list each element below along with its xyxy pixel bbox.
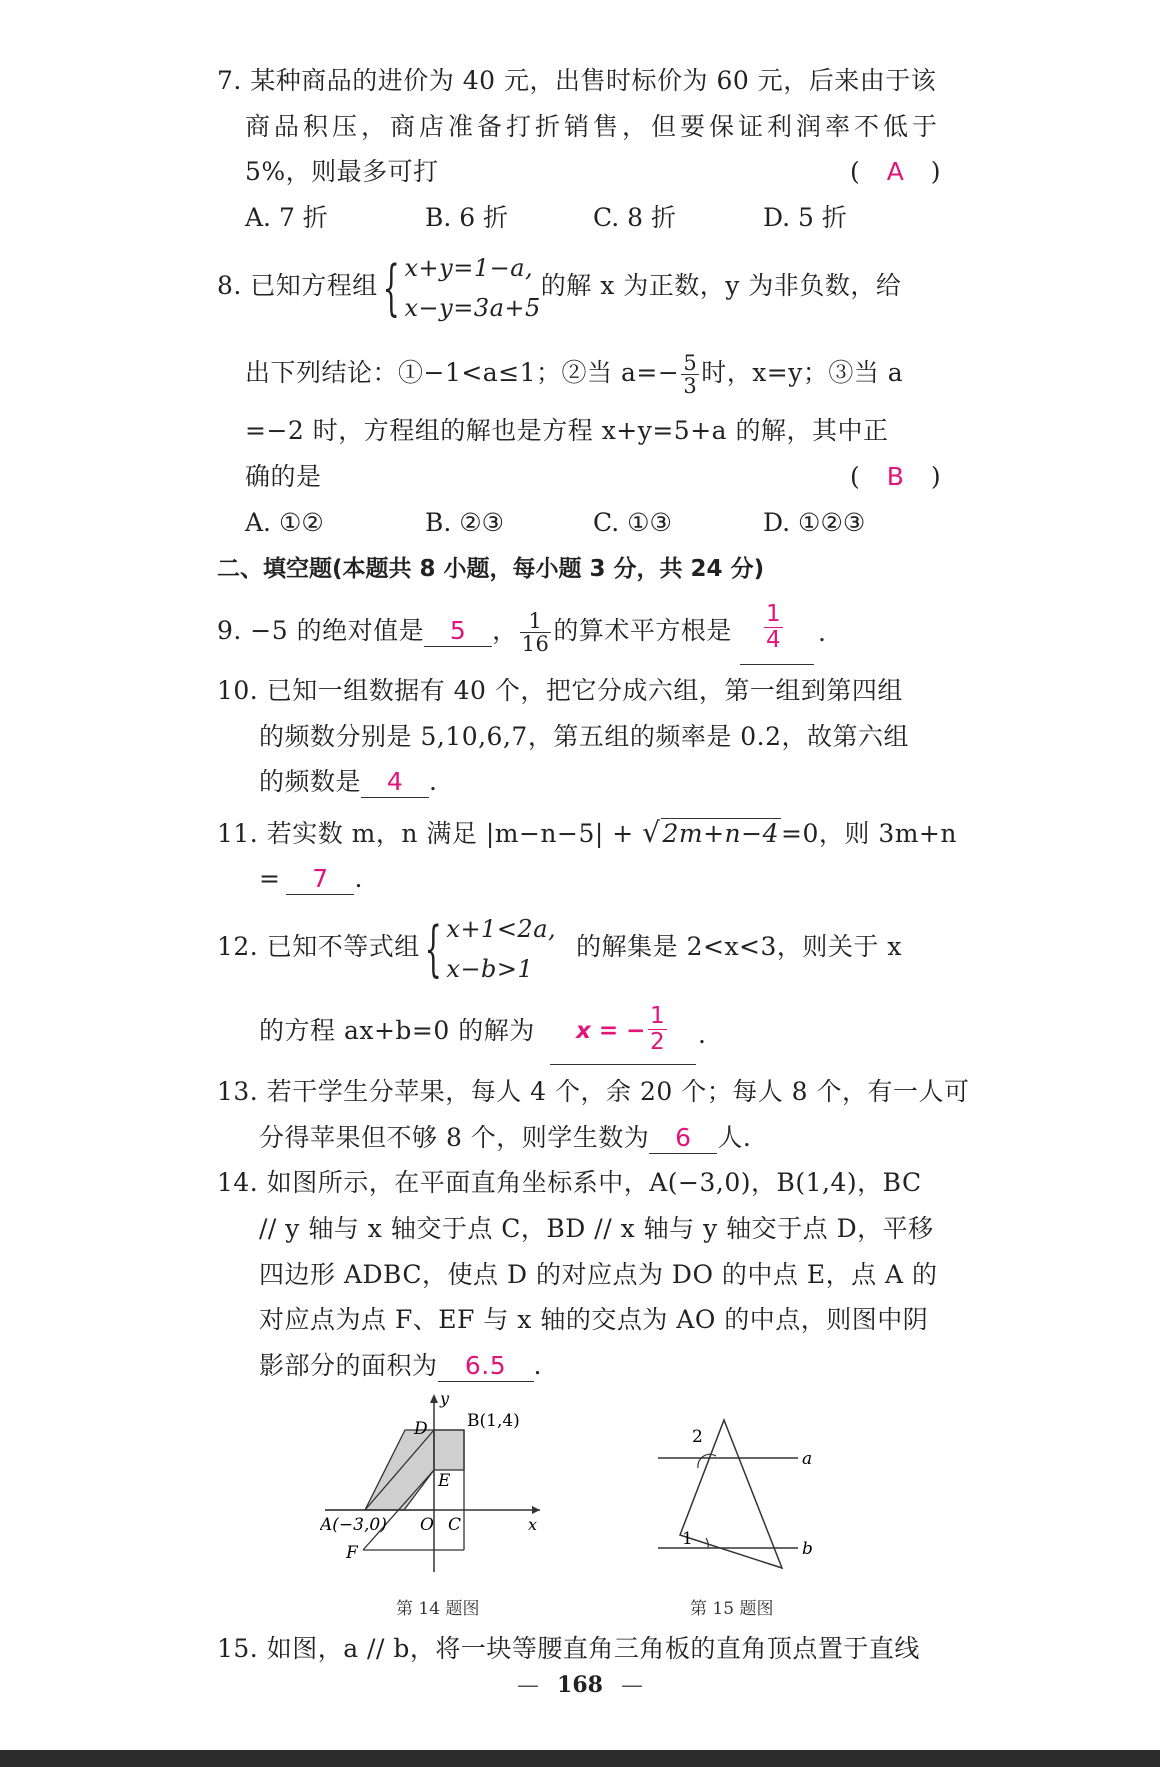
q8-answer: B	[886, 462, 905, 491]
fraction-denominator: 4	[766, 627, 781, 653]
q8-option-d: D. ①②③	[763, 508, 866, 537]
figure-14-diagram	[320, 1390, 560, 1580]
q11-line-1a: 11. 若实数 m，n 满足 |m−n−5| +	[217, 819, 643, 848]
q12-answer-blank	[550, 1000, 696, 1065]
q9-line	[217, 610, 732, 655]
q14-line-1: 14. 如图所示，在平面直角坐标系中，A(−3,0)，B(1,4)，BC	[217, 1168, 922, 1197]
q11-period: .	[354, 864, 363, 893]
q7-option-c: C. 8 折	[593, 203, 676, 232]
q9-period: .	[818, 618, 827, 647]
paren-open: (	[850, 157, 861, 186]
q11-line-1b: =0，则 3m+n	[781, 819, 957, 848]
q10-line-1: 10. 已知一组数据有 40 个，把它分成六组，第一组到第四组	[217, 676, 903, 705]
q8-option-b: B. ②③	[425, 508, 505, 537]
q8-line-1	[217, 246, 901, 328]
label-b: B(1,4)	[467, 1411, 520, 1431]
figure-14-caption: 第 14 题图	[396, 1599, 480, 1619]
q14-period: .	[533, 1351, 542, 1380]
q9-text-2: ，	[492, 616, 518, 645]
q12-period: .	[698, 1020, 707, 1049]
q8-eq1: x+y=1−a,	[404, 253, 534, 282]
q10-answer-blank: 4	[361, 767, 429, 798]
q10-line-3a: 的频数是	[259, 767, 362, 796]
q14-line-3: 四边形 ADBC，使点 D 的对应点为 DO 的中点 E，点 A 的	[259, 1260, 938, 1289]
q12-answer-fraction	[648, 1004, 667, 1055]
q7-option-a: A. 7 折	[245, 203, 328, 232]
q12-suffix: 的解集是 2<x<3，则关于 x	[576, 932, 902, 961]
q13-line-2a: 分得苹果但不够 8 个，则学生数为	[259, 1123, 650, 1152]
q14-answer-blank: 6.5	[438, 1351, 534, 1382]
figure-15-caption: 第 15 题图	[690, 1599, 774, 1619]
q9-text-1: 9. −5 的绝对值是	[217, 616, 425, 645]
q12-eq2: x−b>1	[446, 954, 534, 983]
label-c: C	[448, 1515, 462, 1535]
label-angle-2: 2	[692, 1427, 703, 1447]
paren-close: )	[930, 157, 942, 186]
q12-prefix: 12. 已知不等式组	[217, 932, 420, 961]
label-angle-1: 1	[682, 1529, 693, 1549]
q8-answer-bracket	[850, 460, 941, 494]
label-line-b: b	[802, 1539, 813, 1559]
dash-left-icon: —	[517, 1673, 540, 1698]
q11-line-2	[259, 862, 363, 896]
q9-fraction	[520, 610, 552, 655]
q12-line-1	[217, 907, 902, 989]
q14-line-4: 对应点为点 F、EF 与 x 轴的交点为 AO 的中点，则图中阴	[259, 1305, 929, 1334]
q12-inequality-system	[446, 909, 556, 989]
paren-close: )	[930, 462, 942, 491]
q13-line-1: 13. 若干学生分苹果，每人 4 个，余 20 个；每人 8 个，有一人可	[217, 1077, 970, 1106]
q8-suffix: 的解 x 为正数，y 为非负数，给	[540, 271, 902, 300]
q8-fraction	[681, 352, 699, 397]
q8-option-a: A. ①②	[245, 508, 324, 537]
q8-line-2a: 出下列结论：①−1<a≤1；②当 a=−	[245, 358, 680, 387]
label-e: E	[438, 1471, 451, 1491]
label-line-a: a	[802, 1449, 813, 1469]
q8-line-4: 确的是	[245, 462, 322, 491]
q7-option-d: D. 5 折	[763, 203, 847, 232]
q8-line-2b: 时，x=y；③当 a	[701, 358, 904, 387]
q8-eq2: x−y=3a+5	[404, 293, 541, 322]
q14-line-5	[259, 1349, 542, 1383]
q9-answer-blank-2	[740, 602, 814, 665]
label-f: F	[346, 1543, 358, 1563]
q7-line-1: 7. 某种商品的进价为 40 元，出售时标价为 60 元，后来由于该	[217, 66, 937, 95]
q9-answer-blank-1: 5	[424, 616, 492, 647]
figure-15-diagram	[650, 1410, 830, 1580]
sqrt-icon: √	[642, 816, 661, 849]
label-a: A(−3,0)	[320, 1515, 387, 1535]
q8-line-2	[245, 352, 903, 397]
q9-answer-fraction	[764, 602, 783, 653]
q11-equals: =	[259, 864, 281, 893]
q14-line-2: // y 轴与 x 轴交于点 C，BD // x 轴与 y 轴交于点 D，平移	[259, 1214, 934, 1243]
q13-line-2	[259, 1121, 751, 1155]
q10-line-3	[259, 765, 437, 799]
q12-eq1: x+1<2a,	[446, 914, 557, 943]
left-brace-icon: {	[382, 252, 400, 323]
fraction-numerator: 1	[650, 1003, 665, 1029]
q8-line-3: =−2 时，方程组的解也是方程 x+y=5+a 的解，其中正	[245, 416, 889, 445]
fraction-denominator: 2	[650, 1029, 665, 1055]
q8-prefix: 8. 已知方程组	[217, 271, 378, 300]
fraction-denominator: 3	[683, 374, 698, 398]
q12-line-2a: 的方程 ax+b=0 的解为	[259, 1016, 535, 1045]
dash-right-icon: —	[620, 1673, 643, 1698]
q13-answer-blank: 6	[649, 1123, 717, 1154]
bottom-bar	[0, 1750, 1160, 1767]
q11-radicand: 2m+n−4	[662, 819, 780, 848]
label-d: D	[414, 1419, 428, 1439]
q11-answer-blank: 7	[286, 864, 354, 895]
x-axis-arrow-icon	[532, 1506, 540, 1514]
left-brace-icon: {	[424, 913, 442, 984]
q10-line-2: 的频数分别是 5,10,6,7，第五组的频率是 0.2，故第六组	[259, 722, 910, 751]
shaded-rectangle	[434, 1430, 464, 1470]
section-header: 二、填空题(本题共 8 小题，每小题 3 分，共 24 分)	[217, 556, 765, 582]
label-x: x	[528, 1515, 538, 1534]
fraction-numerator: 1	[520, 610, 552, 633]
q9-text-3: 的算术平方根是	[553, 616, 732, 645]
q15-line-1: 15. 如图，a // b，将一块等腰直角三角板的直角顶点置于直线	[217, 1634, 920, 1663]
q7-answer: A	[886, 157, 905, 186]
paren-open: (	[850, 462, 861, 491]
fraction-denominator: 16	[521, 632, 550, 656]
q7-line-2: 商品积压，商店准备打折销售，但要保证利润率不低于	[245, 112, 942, 141]
q8-option-c: C. ①③	[593, 508, 672, 537]
q12-answer-prefix: x = −	[576, 1018, 646, 1044]
page-number	[0, 1672, 1160, 1698]
q10-period: .	[429, 767, 438, 796]
fraction-numerator: 5	[683, 351, 698, 375]
label-y: y	[440, 1390, 450, 1408]
q14-line-5a: 影部分的面积为	[259, 1351, 438, 1380]
fraction-numerator: 1	[766, 601, 781, 627]
q8-equation-system	[405, 248, 541, 328]
y-axis-arrow-icon	[430, 1394, 438, 1403]
page-number-value: 168	[557, 1672, 603, 1698]
label-o: O	[420, 1515, 434, 1535]
q7-answer-bracket	[850, 155, 941, 189]
q11-line-1	[217, 816, 957, 851]
q7-option-b: B. 6 折	[425, 203, 509, 232]
q7-line-3: 5%，则最多可打	[245, 157, 439, 186]
q13-suffix: 人.	[717, 1123, 752, 1152]
